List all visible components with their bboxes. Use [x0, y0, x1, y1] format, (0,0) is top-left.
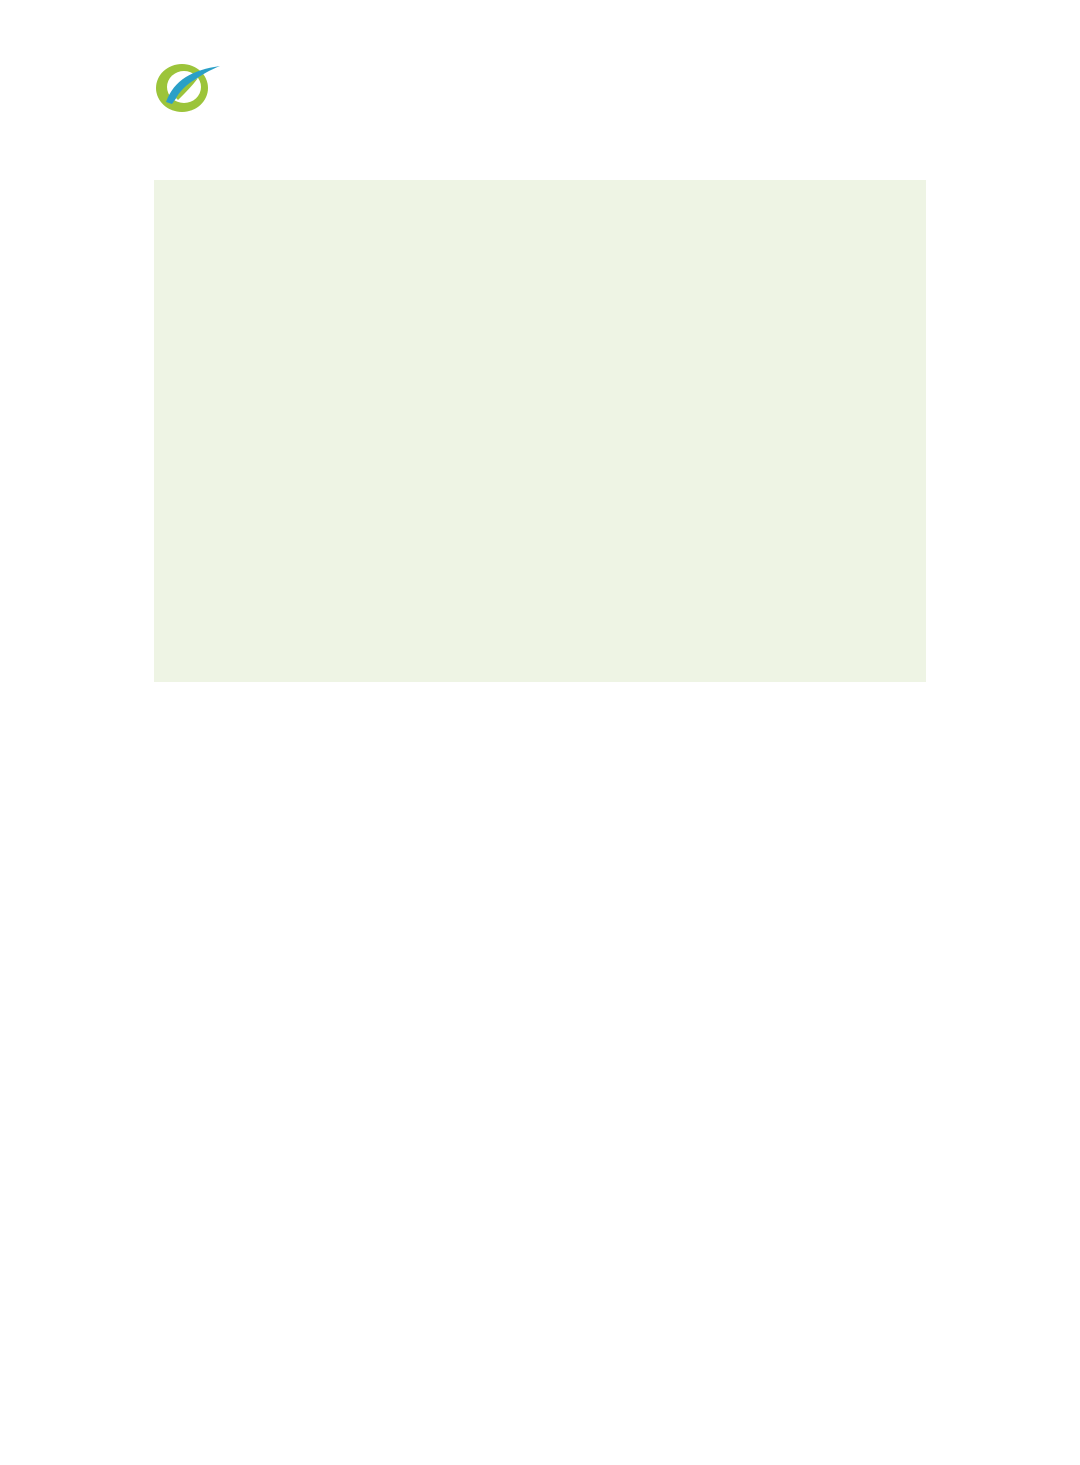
- page-header: [0, 0, 1080, 130]
- highlight-box: [154, 180, 926, 682]
- report-logo-icon: [152, 58, 224, 114]
